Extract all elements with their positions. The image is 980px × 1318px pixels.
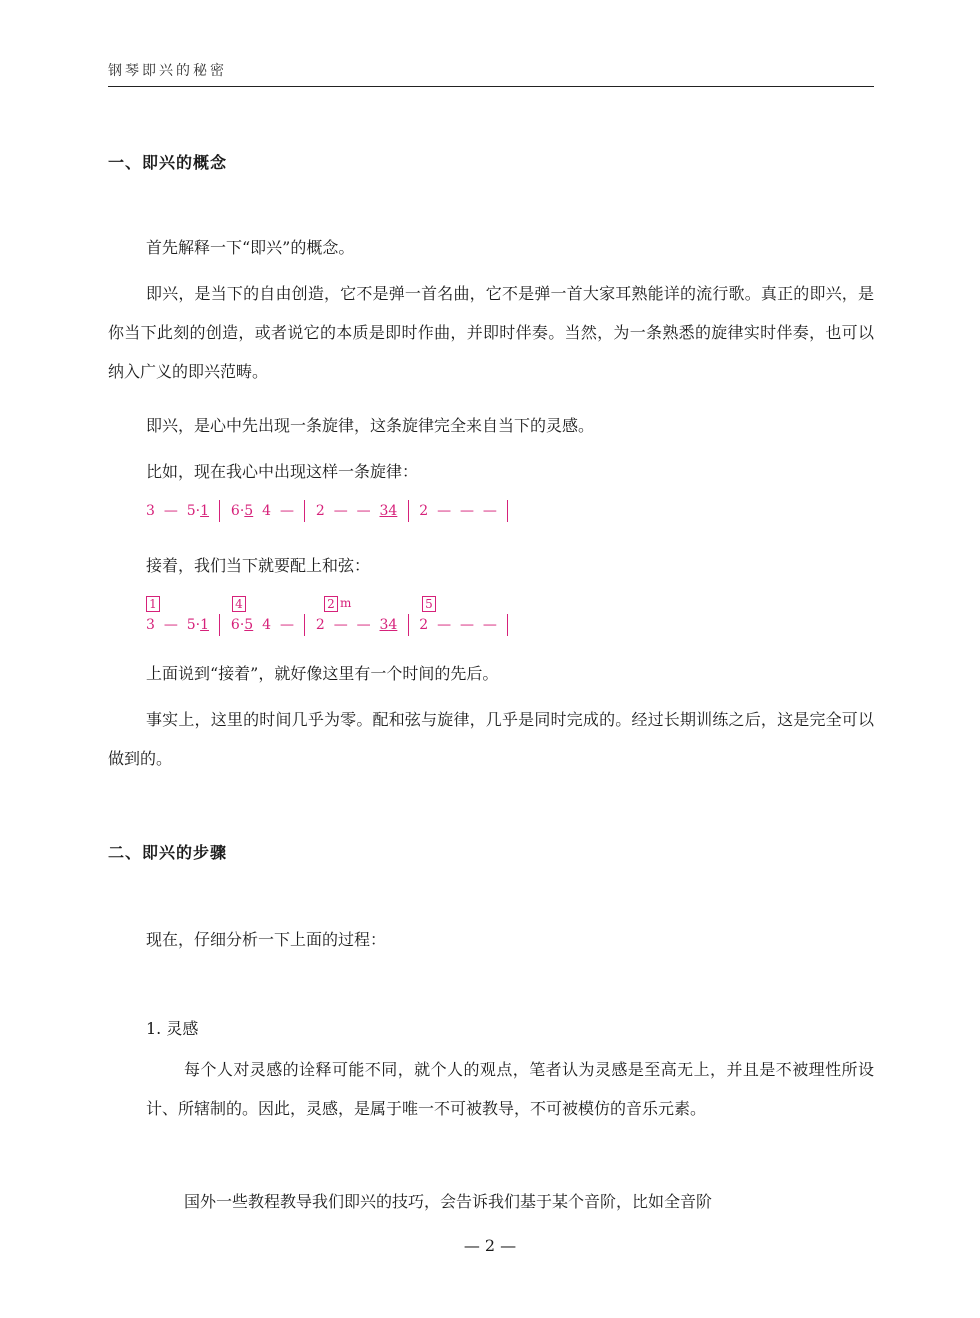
section1-paragraph-3: 即兴，是心中先出现一条旋律，这条旋律完全来自当下的灵感。 [146, 416, 595, 435]
note: 2 [419, 503, 429, 519]
header-rule [108, 86, 874, 87]
section2-paragraph-2: 每个人对灵感的诠释可能不同，就个人的观点，笔者认为灵感是至高无上，并且是不被理性所设计、所辖制的。因此，灵感，是属于唯一不可被教导，不可被模仿的音乐元素。 [146, 1060, 874, 1118]
note: — [279, 503, 294, 519]
barline [408, 500, 409, 522]
chord-box: 5 [422, 596, 436, 612]
section2-heading: 二、即兴的步骤 [108, 843, 228, 862]
note: 5· [186, 617, 201, 633]
barline [304, 500, 305, 522]
note: — [333, 617, 348, 633]
note: 5· [186, 503, 201, 519]
chord-box: 1 [146, 596, 160, 612]
melody-notation [146, 500, 514, 522]
note: 1 [200, 617, 210, 633]
note: 3 [379, 503, 389, 519]
chord-box: 2 [324, 596, 338, 612]
note: 4 [388, 503, 398, 519]
note: — [459, 503, 474, 519]
section1-paragraph-7: 事实上，这里的时间几乎为零。配和弦与旋律，几乎是同时完成的。经过长期训练之后，这是完全可以做到的。 [108, 710, 874, 768]
note: — [163, 617, 178, 633]
note: 5 [244, 503, 254, 519]
note: — [356, 617, 371, 633]
note: 2 [315, 503, 325, 519]
note: · [239, 503, 245, 519]
running-header: 钢琴即兴的秘密 [108, 63, 227, 79]
note: — [356, 503, 371, 519]
barline [304, 614, 305, 636]
section1-paragraph-1: 首先解释一下“即兴”的概念。 [146, 238, 355, 257]
section1-paragraph-2: 即兴，是当下的自由创造，它不是弹一首名曲，它不是弹一首大家耳熟能详的流行歌。真正的即兴，是你当下此刻的创造，或者说它的本质是即时作曲，并即时伴奏。当然，为一条熟悉的旋律实时伴奏，也可以纳入广义的即兴范畴。 [108, 284, 874, 381]
note: 6 [230, 617, 240, 633]
note: 6 [230, 503, 240, 519]
section2-paragraph-1: 现在，仔细分析一下上面的过程： [146, 930, 387, 949]
note: 5 [244, 617, 254, 633]
section1-heading: 一、即兴的概念 [108, 153, 228, 172]
note: — [459, 617, 474, 633]
note: 4 [388, 617, 398, 633]
melody-notation-with-chords [146, 614, 514, 636]
barline [408, 614, 409, 636]
section1-paragraph-5: 接着，我们当下就要配上和弦： [146, 556, 371, 575]
note: — [482, 617, 497, 633]
barline [219, 500, 220, 522]
note: 3 [146, 617, 155, 633]
section2-paragraph-3: 国外一些教程教导我们即兴的技巧，会告诉我们基于某个音阶，比如全音阶 [184, 1192, 713, 1211]
note: — [333, 503, 348, 519]
note: — [437, 503, 452, 519]
section1-paragraph-6: 上面说到“接着”，就好像这里有一个时间的先后。 [146, 664, 499, 683]
chord-suffix: m [340, 596, 352, 610]
note: 3 [146, 503, 155, 519]
note: 2 [315, 617, 325, 633]
note: — [482, 503, 497, 519]
barline [219, 614, 220, 636]
note: 1 [200, 503, 210, 519]
note: 3 [379, 617, 389, 633]
chord-box: 4 [232, 596, 246, 612]
barline-end [507, 500, 508, 522]
note: — [163, 503, 178, 519]
chord-notation [146, 596, 526, 640]
note: · [239, 617, 245, 633]
note: — [279, 617, 294, 633]
barline-end [507, 614, 508, 636]
note: 4 [262, 503, 272, 519]
note: 2 [419, 617, 429, 633]
page-number: — 2 — [463, 1236, 517, 1255]
note: — [437, 617, 452, 633]
note: 4 [262, 617, 272, 633]
subsection-heading: 1. 灵感 [146, 1019, 199, 1038]
section1-paragraph-4: 比如，现在我心中出现这样一条旋律： [146, 462, 419, 481]
